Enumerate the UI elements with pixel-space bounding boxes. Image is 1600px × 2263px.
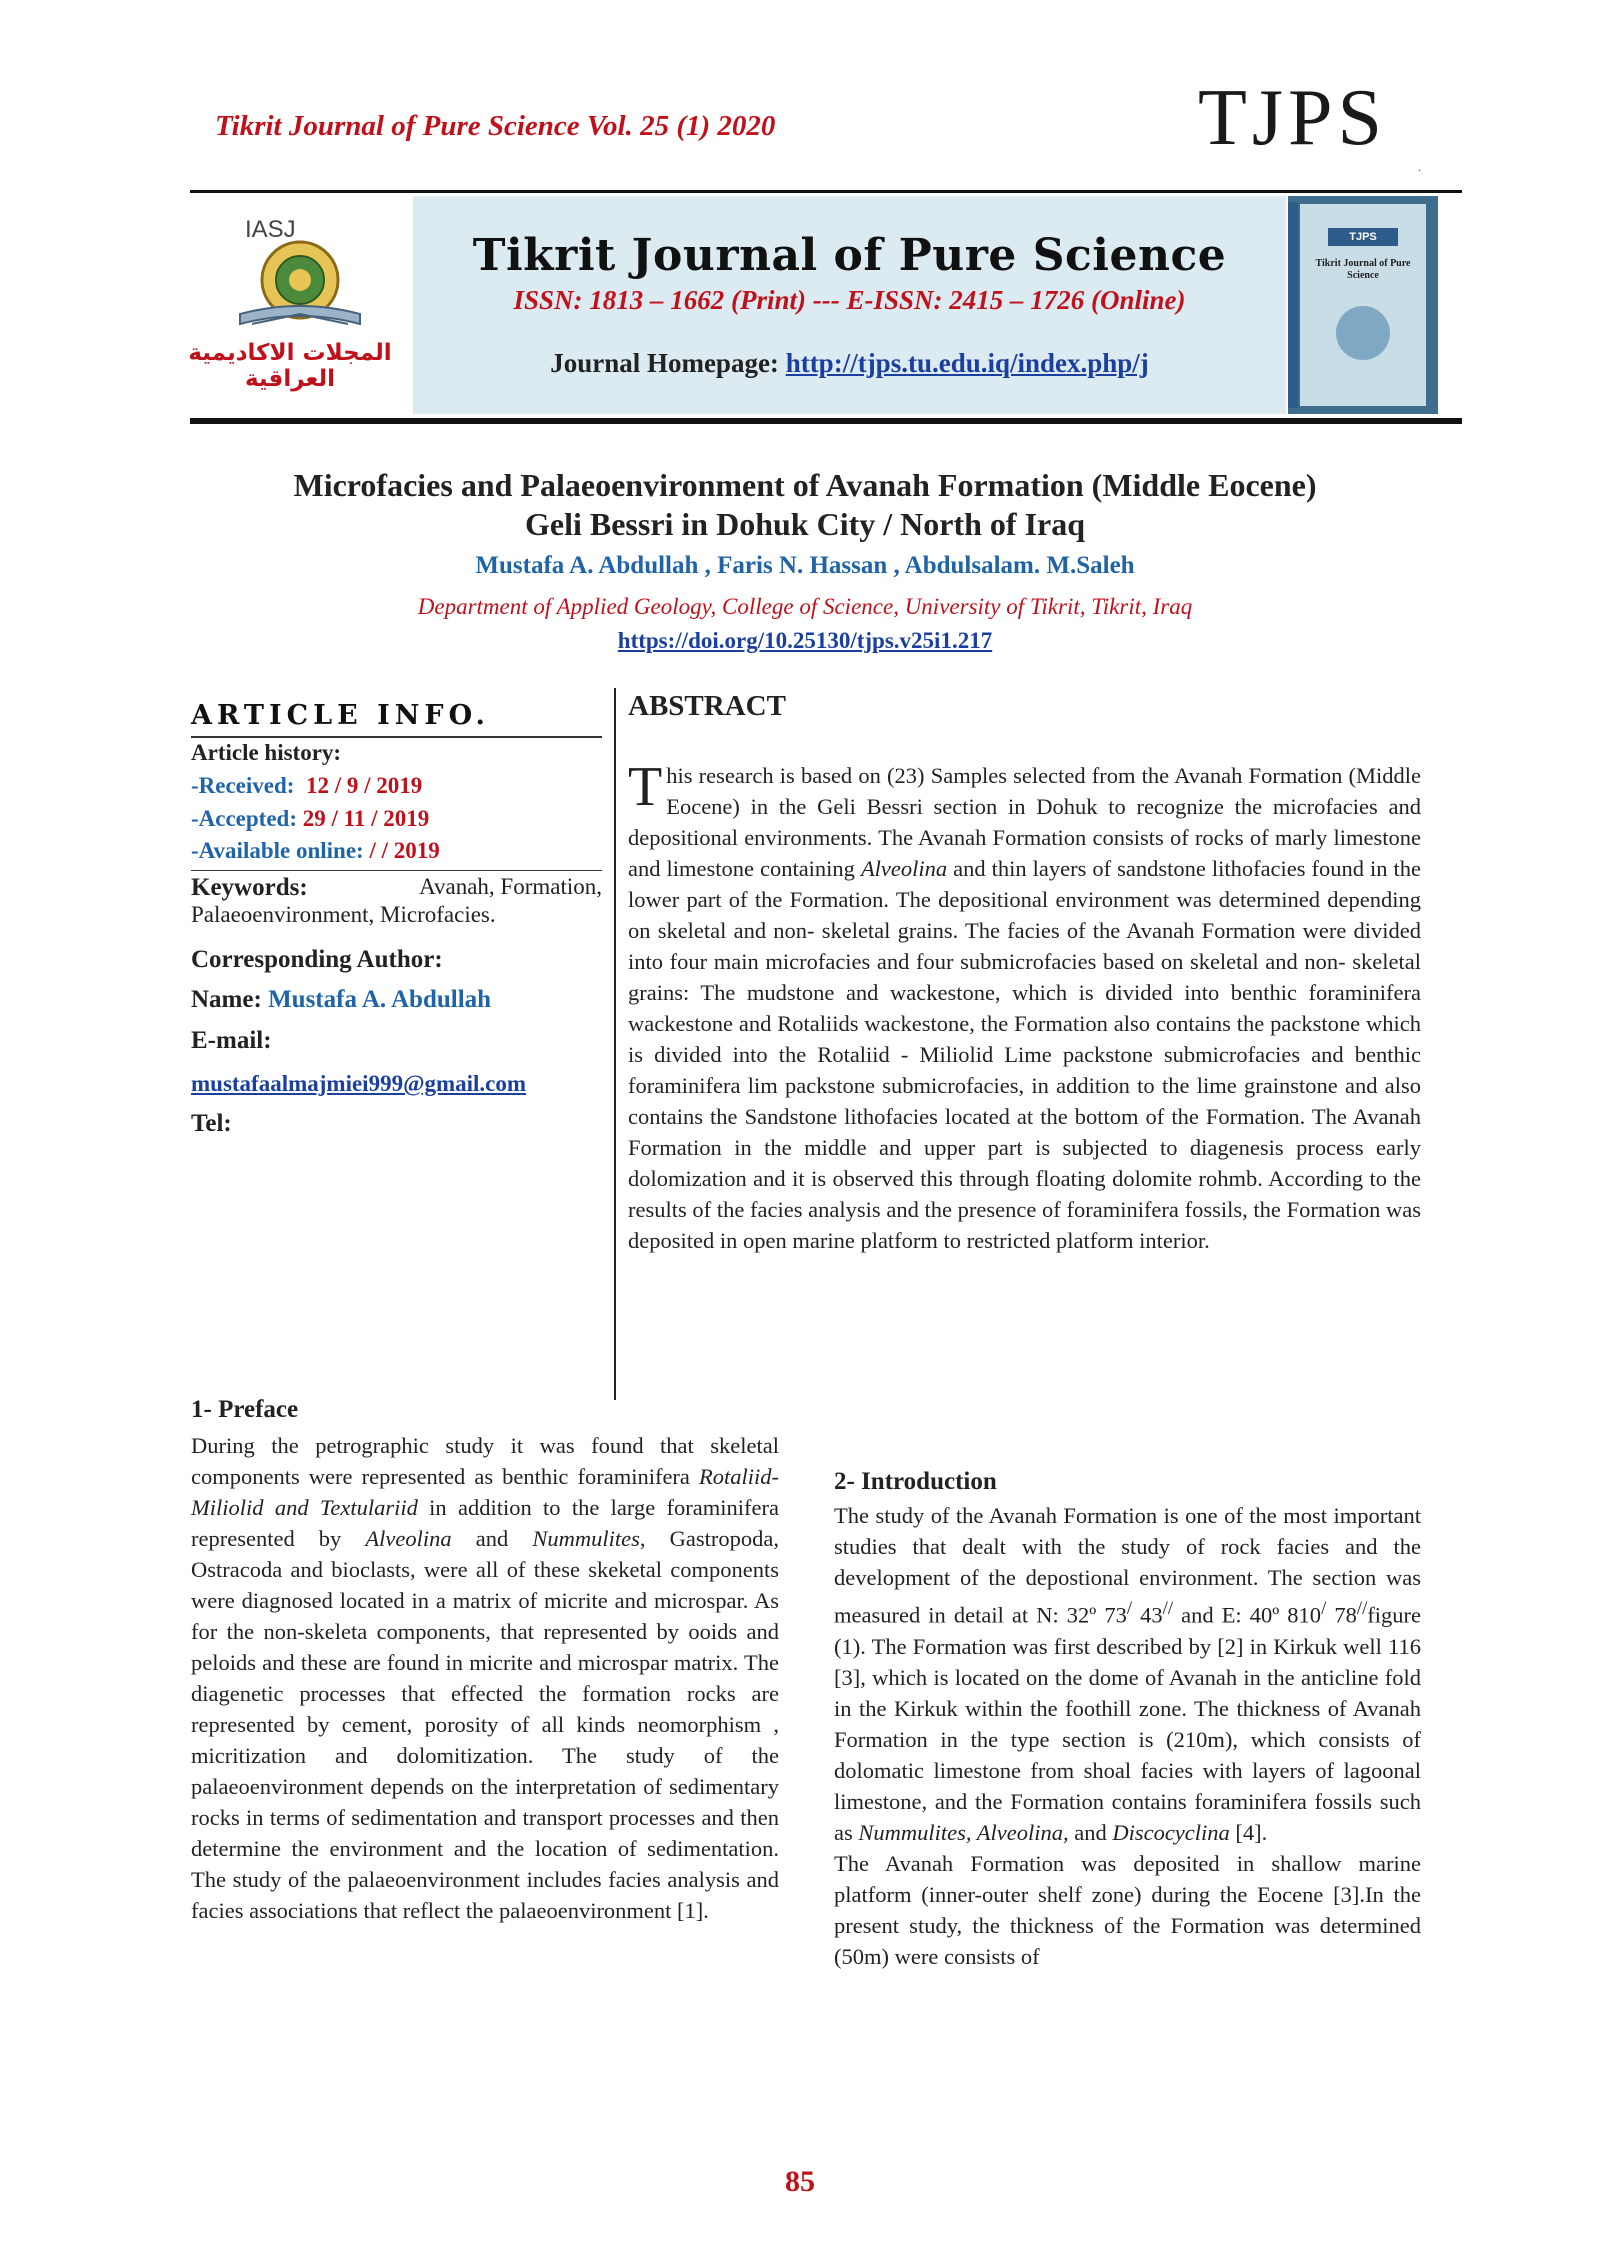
paper-title (160, 466, 1450, 544)
journal-title: Tikrit Journal of Pure Science (472, 230, 1227, 281)
abstract-dropcap: T (628, 756, 663, 818)
keywords-line-2: Palaeoenvironment, Microfacies. (191, 902, 496, 927)
accepted-date: -Accepted: 29 / 11 / 2019 (191, 806, 430, 831)
brand-dot: . (1418, 160, 1421, 174)
journal-brand: TJPS (1198, 74, 1387, 162)
received-date: -Received: 12 / 9 / 2019 (191, 773, 423, 798)
article-info-heading: ARTICLE INFO. (191, 700, 490, 731)
journal-issn: ISSN: 1813 – 1662 (Print) --- E-ISSN: 2415 – 1726 (Online) (513, 285, 1186, 315)
homepage-link[interactable]: http://tjps.tu.edu.iq/index.php/j (785, 348, 1149, 378)
cover-title: Tikrit Journal of Pure Science (1315, 258, 1411, 281)
header-rule-bottom (190, 418, 1462, 424)
author-email-link[interactable]: mustafaalmajmiei999@gmail.com (191, 1071, 527, 1096)
preface-body: During the petrographic study it was found that skeletal components were represented as benthic foraminifera Rotaliid-Miliolid and Textulariid in addition to the large foraminifera represented by Alveolina and Nummulites, Gastropoda, Ostracoda and bioclasts, were all of these skeketal components were diagnosed located in a matrix of micrite and microspar. As for the non-skeleta components, that represented by ooids and peloids and these are found in micrite and microspar matrix. The diagenetic processes that effected the formation rocks are represented by cement, porosity of all kinds neomorphism , micritization and dolomitization. The study of the palaeoenvironment depends on the interpretation of sedimentary rocks in terms of sedimentation and transport processes and then determine the environment and the location of sedimentation. The study of the palaeoenvironment includes facies analysis and facies associations that reflect the palaeoenvironment [1]. (191, 1433, 779, 1923)
paper-doi[interactable] (160, 628, 1450, 654)
keywords-line-1: Avanah, Formation, (419, 874, 602, 899)
paper-title-line-2: Geli Bessri in Dohuk City / North of Iraq (524, 506, 1086, 543)
introduction-paragraph-2: The Avanah Formation was deposited in shallow marine platform (inner-outer shelf zone) during the Eocene [3].In the present study, the thickness of the Formation was determined (50m) were consists of (834, 1850, 1421, 1969)
keywords-rule (191, 870, 602, 871)
author-name: Name: Mustafa A. Abdullah (191, 986, 492, 1013)
paper-title-line-1: Microfacies and Palaeoenvironment of Avanah Formation (Middle Eocene) (293, 467, 1317, 503)
journal-homepage (413, 348, 1286, 379)
article-history-label: Article history: (191, 740, 342, 765)
keywords-label: Keywords: (191, 874, 308, 901)
available-date: -Available online: / / 2019 (191, 838, 440, 863)
introduction-heading: 2- Introduction (834, 1468, 997, 1495)
column-divider (614, 688, 616, 1400)
cover-tag: TJPS (1328, 228, 1398, 246)
preface-heading: 1- Preface (191, 1396, 299, 1423)
iasj-arabic-caption: المجلات الاكاديمية العراقية (188, 340, 392, 392)
email-label: E-mail: (191, 1027, 272, 1054)
tel-label: Tel: (191, 1110, 232, 1137)
cover-emblem-icon (1336, 306, 1390, 360)
article-info-rule (191, 736, 602, 738)
abstract-heading: ABSTRACT (628, 690, 786, 722)
running-header: Tikrit Journal of Pure Science Vol. 25 (1) 2020 (215, 110, 776, 142)
page-number: 85 (785, 2165, 815, 2198)
doi-link[interactable]: https://doi.org/10.25130/tjps.v25i1.217 (617, 628, 993, 653)
journal-cover-thumbnail (1288, 196, 1438, 414)
homepage-label: Journal Homepage: (550, 348, 786, 378)
paper-affiliation: Department of Applied Geology, College of Science, University of Tikrit, Tikrit, Iraq (417, 594, 1193, 619)
paper-authors: Mustafa A. Abdullah , Faris N. Hassan , Abdulsalam. M.Saleh (475, 552, 1135, 579)
header-rule-top (190, 190, 1462, 193)
iasj-emblem-icon (240, 242, 360, 324)
abstract-body: This research is based on (23) Samples selected from the Avanah Formation (Middle Eocene) in the Geli Bessri section in Dohuk to recognize the microfacies and depositional environments. The Avanah Formation consists of rocks of marly limestone and limestone containing Alveolina and thin layers of sandstone lithofacies found in the lower part of the Formation. The depositional environment was determined depending on skeletal and non- skeletal grains. The facies of the Avanah Formation were divided into four main microfacies and four submicrofacies based on skeletal and non- skeletal grains: The mudstone and wackestone, which is divided into benthic foraminifera wackestone and Rotaliids wackestone, the Formation also contains the packstone which is divided into the Rotaliid - Miliolid Lime packstone submicrofacies and benthic foraminifera lim packstone submicrofacies, in addition to the lime grainstone and also contains the Sandstone lithofacies located at the bottom of the Formation. The Avanah Formation in the middle and upper part is subjected to diagenesis process early dolomization and it is observed this through floating dolomite rohmb. According to the results of the facies analysis and the presence of foraminifera fossils, the Formation was deposited in open marine platform to restricted platform interior. (628, 756, 1421, 1253)
introduction-paragraph-1: The study of the Avanah Formation is one of the most important studies that dealt with the study of rock facies and the development of the depostional environment. The section was measured in detail at N: 32º 73/ 43// and E: 40º 810/ 78//figure (1). The Formation was first described by [2] in Kirkuk well 116 [3], which is located on the dome of Avanah in the anticline fold in the Kirkuk within the foothill zone. The thickness of Avanah Formation in the type section is (210m), which consists of dolomatic limestone from shoal facies with layers of lagoonal limestone, and the Formation contains foraminifera fossils such as Nummulites, Alveolina, and Discocyclina [4]. (834, 1503, 1422, 1845)
corresponding-author-label: Corresponding Author: (191, 946, 443, 973)
keywords (191, 874, 602, 928)
iasj-label: IASJ (245, 216, 296, 243)
introduction-body (834, 1500, 1421, 1972)
